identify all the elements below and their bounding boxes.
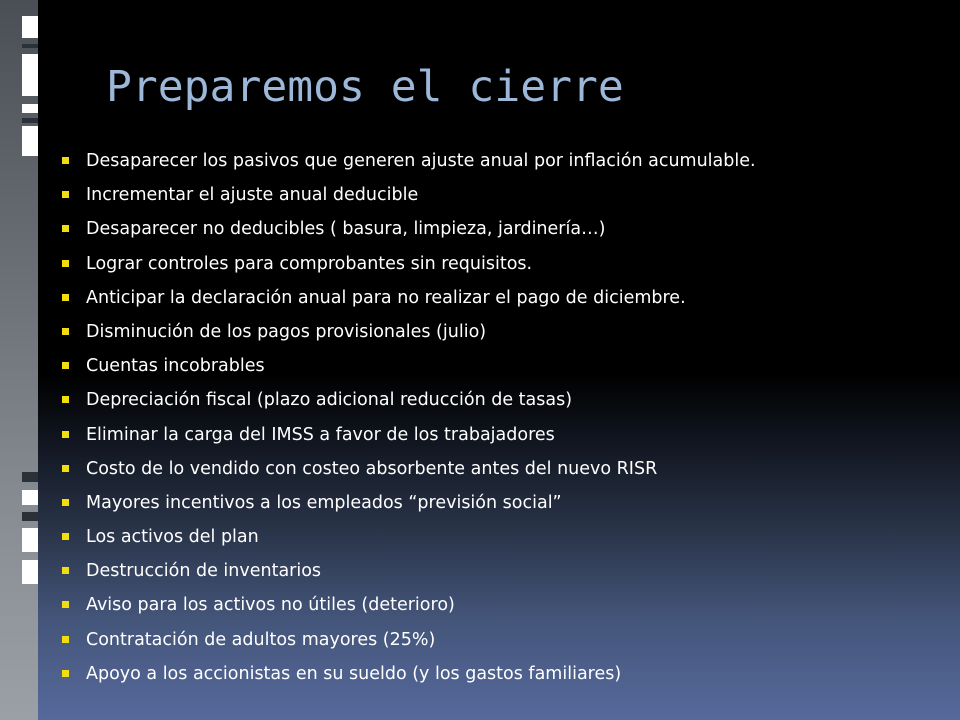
square-bullet-icon (62, 636, 69, 643)
band-stripe (22, 528, 38, 552)
list-item (62, 283, 942, 317)
square-bullet-icon (62, 157, 69, 164)
band-stripe (22, 490, 38, 505)
list-item (62, 249, 942, 283)
list-item-text: Desaparecer los pasivos que generen ajuste anual por inflación acumulable. (86, 151, 756, 171)
list-item-text: Eliminar la carga del IMSS a favor de los trabajadores (86, 424, 555, 445)
list-item-text: Aviso para los activos no útiles (deterioro) (86, 595, 455, 616)
list-item (62, 180, 942, 214)
square-bullet-icon (62, 225, 69, 232)
list-item-text: Los activos del plan (86, 527, 259, 548)
square-bullet-icon (62, 294, 69, 301)
list-item-text: Cuentas incobrables (86, 356, 265, 377)
band-stripe (22, 472, 38, 482)
list-item-text: Disminución de los pagos provisionales (julio) (86, 321, 487, 342)
square-bullet-icon (62, 533, 69, 540)
square-bullet-icon (62, 465, 69, 472)
square-bullet-icon (62, 396, 69, 403)
list-item (62, 385, 942, 419)
square-bullet-icon (62, 328, 69, 335)
square-bullet-icon (62, 191, 69, 198)
list-item-text: Mayores incentivos a los empleados “previsión social” (86, 492, 562, 513)
list-item (62, 214, 942, 248)
list-item (62, 488, 942, 522)
square-bullet-icon (62, 431, 69, 438)
list-item (62, 317, 942, 351)
bullet-list (62, 146, 942, 693)
list-item-text: Lograr controles para comprobantes sin requisitos. (86, 253, 533, 274)
list-item (62, 146, 942, 180)
list-item (62, 625, 942, 659)
list-item (62, 454, 942, 488)
list-item (62, 659, 942, 693)
list-item (62, 556, 942, 590)
band-stripe (22, 560, 38, 584)
list-item-text: Depreciación fiscal (plazo adicional reducción de tasas) (86, 390, 573, 411)
square-bullet-icon (62, 601, 69, 608)
list-item (62, 522, 942, 556)
list-item-text: Desaparecer no deducibles ( basura, limpieza, jardinería…) (86, 219, 606, 240)
square-bullet-icon (62, 567, 69, 574)
slide-title: Preparemos el cierre (106, 62, 624, 112)
list-item-text: Apoyo a los accionistas en su sueldo (y los gastos familiares) (86, 663, 622, 684)
band-stripe (22, 512, 38, 521)
band-stripe (22, 44, 38, 48)
band-stripe (22, 16, 38, 38)
list-item-text: Costo de lo vendido con costeo absorbente antes del nuevo RISR (86, 458, 658, 479)
square-bullet-icon (62, 499, 69, 506)
band-stripe (22, 104, 38, 113)
band-stripe (22, 126, 38, 156)
band-stripe (22, 54, 38, 96)
square-bullet-icon (62, 260, 69, 267)
list-item (62, 420, 942, 454)
list-item-text: Anticipar la declaración anual para no realizar el pago de diciembre. (86, 287, 686, 308)
list-item-text: Destrucción de inventarios (86, 561, 322, 582)
list-item-text: Incrementar el ajuste anual deducible (86, 185, 419, 206)
band-stripe (22, 118, 38, 123)
left-decorative-band (0, 0, 38, 720)
list-item-text: Contratación de adultos mayores (25%) (86, 629, 436, 650)
list-item (62, 590, 942, 624)
square-bullet-icon (62, 362, 69, 369)
square-bullet-icon (62, 670, 69, 677)
list-item (62, 351, 942, 385)
